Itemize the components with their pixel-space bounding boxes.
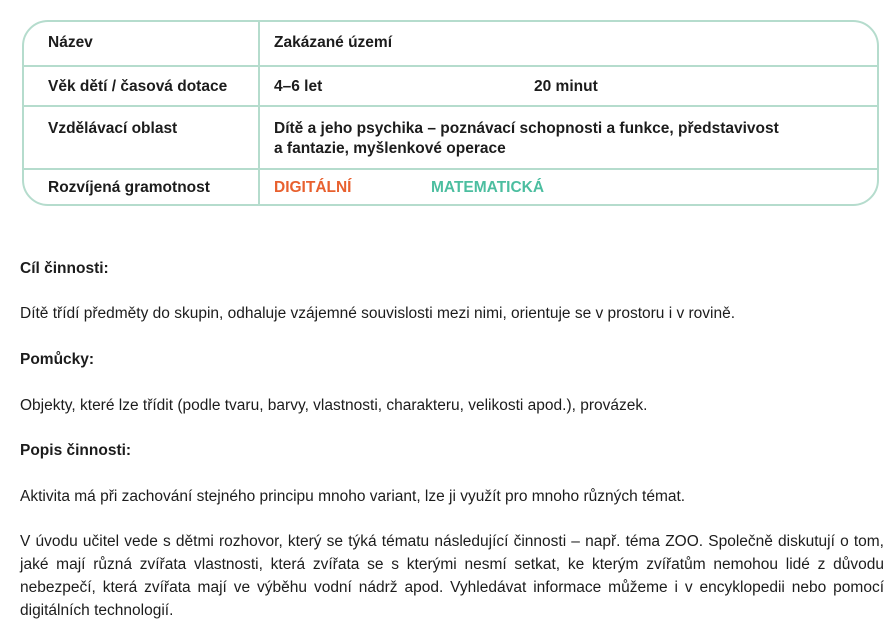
aids-heading: Pomůcky: [20, 351, 95, 368]
educational-area-line-1: Dítě a jeho psychika – poznávací schopnosti a funkce, představivost [274, 120, 779, 137]
table-row-age-time [24, 65, 877, 105]
row-value-age: 4–6 let [274, 78, 323, 95]
row-label-educational-area: Vzdělávací oblast [48, 120, 178, 137]
aids-text: Objekty, které lze třídit (podle tvaru, barvy, vlastnosti, charakteru, velikosti apod.), provázek. [20, 397, 648, 414]
goal-text: Dítě třídí předměty do skupin, odhaluje vzájemné souvislosti mezi nimi, orientuje se v prostoru i v rovině. [20, 305, 736, 322]
row-label-literacy: Rozvíjená gramotnost [48, 179, 210, 196]
table-row-name [24, 22, 877, 65]
table-row-literacy [24, 168, 877, 206]
row-label-name: Název [48, 34, 93, 51]
literacy-digital-label: DIGITÁLNÍ [274, 179, 352, 196]
row-value-time: 20 minut [534, 78, 598, 95]
educational-area-line-2: a fantazie, myšlenkové operace [274, 140, 506, 157]
activity-info-table [22, 20, 879, 206]
row-value-name: Zakázané území [274, 34, 393, 51]
table-row-educational-area [24, 105, 877, 168]
description-paragraph-1: Aktivita má při zachování stejného principu mnoho variant, lze ji využít pro mnoho různých témat. [20, 488, 686, 505]
goal-heading: Cíl činnosti: [20, 260, 109, 277]
literacy-math-label: MATEMATICKÁ [431, 179, 545, 196]
description-heading: Popis činnosti: [20, 442, 132, 459]
row-label-age-time: Věk dětí / časová dotace [48, 78, 228, 95]
row-value-educational-area [274, 119, 779, 159]
description-paragraph-2: V úvodu učitel vede s dětmi rozhovor, který se týká tématu následující činnosti – např. téma ZOO. Společně diskutují o tom, jaké mají různá zvířata vlastnosti, která zvířata se s kterými nesmí setkat, ke kterým zvířatům nemohou lidé z důvodu nebezpečí, která zvířata mají ve výběhu vodní nádrž apod. Vyhledávat informace můžeme i v encyklopedii nebo pomocí digitálních technologií. [20, 533, 884, 619]
